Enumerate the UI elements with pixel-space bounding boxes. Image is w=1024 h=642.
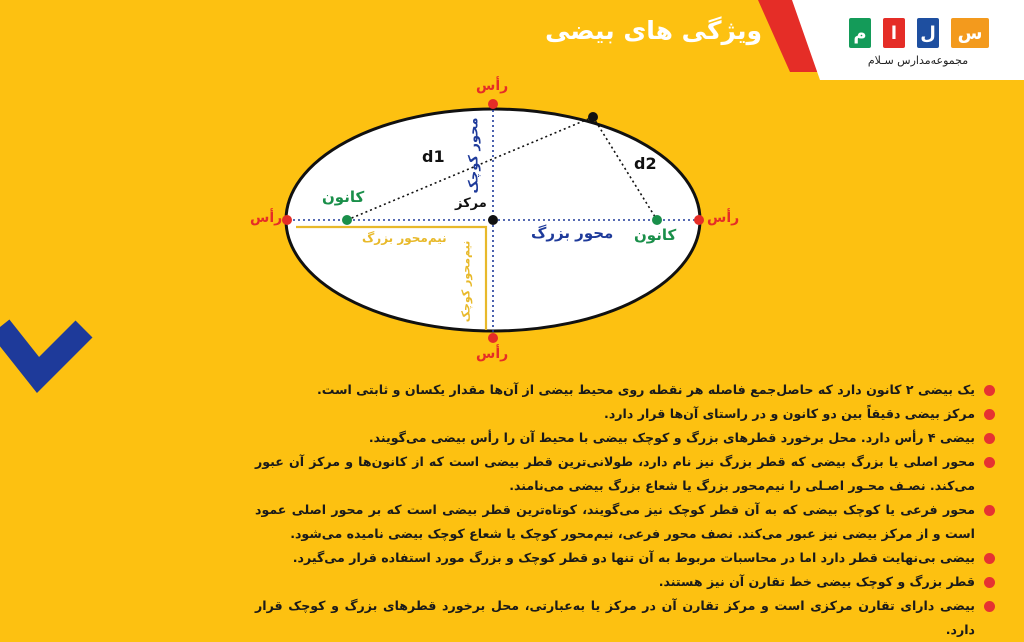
- list-item: یک بیضی ۲ کانون دارد که حاصل‌جمع فاصله هر نقطه روی محیط بیضی از آن‌ها مقدار یکسان و ثابتی است.: [255, 378, 995, 402]
- vertex-top-label: رأس: [476, 78, 509, 94]
- list-item: بیضی ۴ رأس دارد. محل برخورد قطرهای بزرگ و کوچک بیضی با محیط آن را رأس بیضی می‌گویند.: [255, 426, 995, 450]
- vertex-right-point: [694, 215, 704, 225]
- page-title: ویژگی های بیضی: [545, 16, 762, 45]
- list-item: بیضی بی‌نهایت قطر دارد اما در محاسبات مربوط به آن تنها دو قطر کوچک و بزرگ مورد استفاده قرار می‌گیرد.: [255, 546, 995, 570]
- ellipse-point: [588, 112, 598, 122]
- d2-label: d2: [634, 154, 657, 173]
- bullet-dot-icon: [984, 505, 995, 516]
- major-axis-label: محور بزرگ: [531, 224, 614, 242]
- properties-list: [255, 378, 995, 642]
- list-item: قطر بزرگ و کوچک بیضی خط تقارن آن نیز هستند.: [255, 570, 995, 594]
- center-label: مرکز: [455, 196, 487, 211]
- focus-left-point: [342, 215, 352, 225]
- focus-left-label: کانون: [322, 188, 365, 206]
- d1-label: d1: [422, 147, 445, 166]
- vertex-left-label: رأس: [250, 210, 283, 226]
- list-item: بیضی دارای تقارن مرکزی است و مرکز تقارن آن در مرکز یا به‌عبارتی، محل برخورد قطرهای بزرگ و کوچک قرار دارد.: [255, 594, 995, 642]
- vertex-top-point: [488, 99, 498, 109]
- minor-axis-label: محور کوچک: [466, 117, 482, 194]
- bullet-dot-icon: [984, 577, 995, 588]
- logo-letter-3: ا: [883, 18, 905, 48]
- list-item: مرکز بیضی دقیقاً بین دو کانون و در راستای آن‌ها قرار دارد.: [255, 402, 995, 426]
- logo-letter-4: م: [849, 18, 871, 48]
- bullet-dot-icon: [984, 433, 995, 444]
- semi-major-label: نیم‌محور بزرگ: [362, 231, 447, 245]
- logo-letter-1: س: [951, 18, 989, 48]
- bullet-dot-icon: [984, 601, 995, 612]
- center-point: [488, 215, 498, 225]
- vertex-right-label: رأس: [707, 210, 740, 226]
- list-item: محور اصلی یا بزرگ بیضی که قطر بزرگ نیز نام دارد، طولانی‌ترین قطر بیضی است که از کانون‌ها و مرکز آن عبور می‌کند. نصـف محـور اصـلی را نیم‌محور بزرگ یا شعاع بزرگ بیضی می‌نامند.: [255, 450, 995, 498]
- vertex-bottom-point: [488, 333, 498, 343]
- semi-minor-label: نیم‌محور کوچک: [459, 240, 473, 323]
- bullet-dot-icon: [984, 553, 995, 564]
- focus-right-label: کانون: [634, 226, 677, 244]
- bullet-dot-icon: [984, 457, 995, 468]
- logo-caption: مجموعه‌مدارس سـلام: [867, 54, 969, 67]
- list-item: محور فرعی یا کوچک بیضی که به آن قطر کوچک نیز می‌گویند، کوتاه‌ترین قطر بیضی است که بر محور اصلی عمود است و از مرکز بیضی نیز عبور می‌کند. نصف محور فرعی، نیم‌محور کوچک یا شعاع کوچک بیضی نامیده می‌شود.: [255, 498, 995, 546]
- focus-right-point: [652, 215, 662, 225]
- vertex-left-point: [282, 215, 292, 225]
- bullet-dot-icon: [984, 385, 995, 396]
- logo-letter-2: ل: [917, 18, 939, 48]
- bullet-dot-icon: [984, 409, 995, 420]
- vertex-bottom-label: رأس: [476, 346, 509, 362]
